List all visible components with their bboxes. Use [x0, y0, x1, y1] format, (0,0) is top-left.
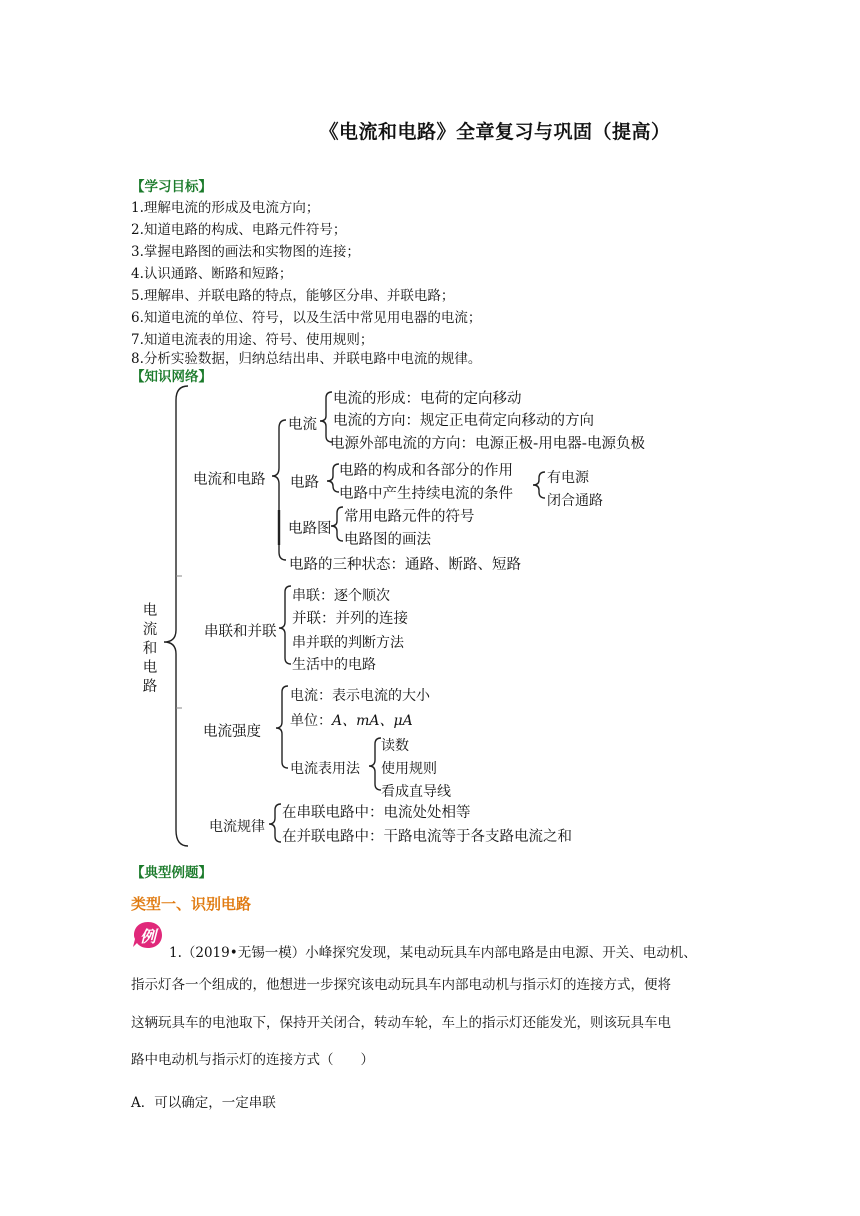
objective-item: 4.认识通路、断路和短路； [131, 266, 293, 282]
objectives-header: 【学习目标】 [131, 179, 212, 195]
node-circuit-diagram: 电路图 [288, 521, 332, 537]
unit-label: 单位： [290, 713, 332, 729]
example-badge [133, 921, 163, 949]
type-heading: 类型一、识别电路 [131, 895, 252, 913]
circuit-composition: 电路的构成和各部分的作用 [339, 463, 513, 479]
ammeter-reading: 读数 [381, 738, 409, 754]
current-direction: 电流的方向：规定正电荷定向移动的方向 [333, 413, 594, 429]
branch-current-law: 电流规律 [209, 819, 265, 835]
condition-power-source: 有电源 [547, 470, 589, 486]
node-current: 电流 [288, 417, 317, 433]
parallel-item: 并联：并列的连接 [292, 611, 408, 627]
node-circuit: 电路 [290, 475, 319, 491]
daily-life-circuit-item: 生活中的电路 [292, 657, 376, 673]
unit-row [290, 710, 413, 730]
option-a: A．可以确定，一定串联 [131, 1095, 276, 1111]
question-line: 1.（2019•无锡一模）小峰探究发现，某电动玩具车内部电路是由电源、开关、电动机、 [169, 945, 697, 961]
judgement-method-item: 串并联的判断方法 [292, 635, 404, 651]
series-current-law: 在串联电路中：电流处处相等 [282, 805, 471, 821]
node-ammeter-usage: 电流表用法 [290, 761, 360, 777]
objective-item: 6.知道电流的单位、符号，以及生活中常见用电器的电流； [131, 310, 482, 326]
branch-current-intensity: 电流强度 [203, 724, 261, 740]
continuous-current-condition: 电路中产生持续电流的条件 [339, 486, 513, 502]
branch-series-parallel: 串联和并联 [204, 624, 277, 640]
objective-item: 2.知道电路的构成、电路元件符号； [131, 222, 347, 238]
objective-item: 7.知道电流表的用途、符号、使用规则； [131, 332, 374, 348]
current-meaning: 电流：表示电流的大小 [290, 688, 430, 704]
parallel-current-law: 在并联电路中：干路电流等于各支路电流之和 [282, 829, 572, 845]
network-root-label: 电流和电路 [142, 603, 158, 695]
page-title: 《电流和电路》全章复习与巩固（提高） [319, 121, 671, 143]
ammeter-rules: 使用规则 [381, 761, 437, 777]
condition-closed-path: 闭合通路 [547, 493, 603, 509]
component-symbols: 常用电路元件的符号 [344, 509, 475, 525]
unit-values: A、mA、μA [332, 713, 413, 729]
current-formation: 电流的形成：电荷的定向移动 [333, 391, 522, 407]
ammeter-as-wire: 看成直导线 [381, 784, 451, 800]
objective-item: 1.理解电流的形成及电流方向； [131, 200, 320, 216]
series-item: 串联：逐个顺次 [292, 588, 390, 604]
network-header: 【知识网络】 [131, 369, 212, 385]
badge-label: 例 [139, 927, 156, 946]
question-line: 这辆玩具车的电池取下，保持开关闭合，转动车轮，车上的指示灯还能发光，则该玩具车电 [131, 1015, 671, 1031]
diagram-drawing: 电路图的画法 [344, 532, 431, 548]
question-line: 指示灯各一个组成的，他想进一步探究该电动玩具车内部电动机与指示灯的连接方式，便将 [131, 977, 671, 993]
objective-item: 5.理解串、并联电路的特点，能够区分串、并联电路； [131, 288, 455, 304]
examples-header: 【典型例题】 [131, 865, 212, 881]
external-current-direction: 电源外部电流的方向：电源正极-用电器-电源负极 [330, 436, 645, 452]
objective-item: 8.分析实验数据，归纳总结出串、并联电路中电流的规律。 [131, 351, 482, 367]
question-line: 路中电动机与指示灯的连接方式（ ） [131, 1052, 374, 1068]
objective-item: 3.掌握电路图的画法和实物图的连接； [131, 244, 360, 260]
branch-current-circuit: 电流和电路 [193, 472, 266, 488]
circuit-three-states: 电路的三种状态：通路、断路、短路 [289, 557, 521, 573]
